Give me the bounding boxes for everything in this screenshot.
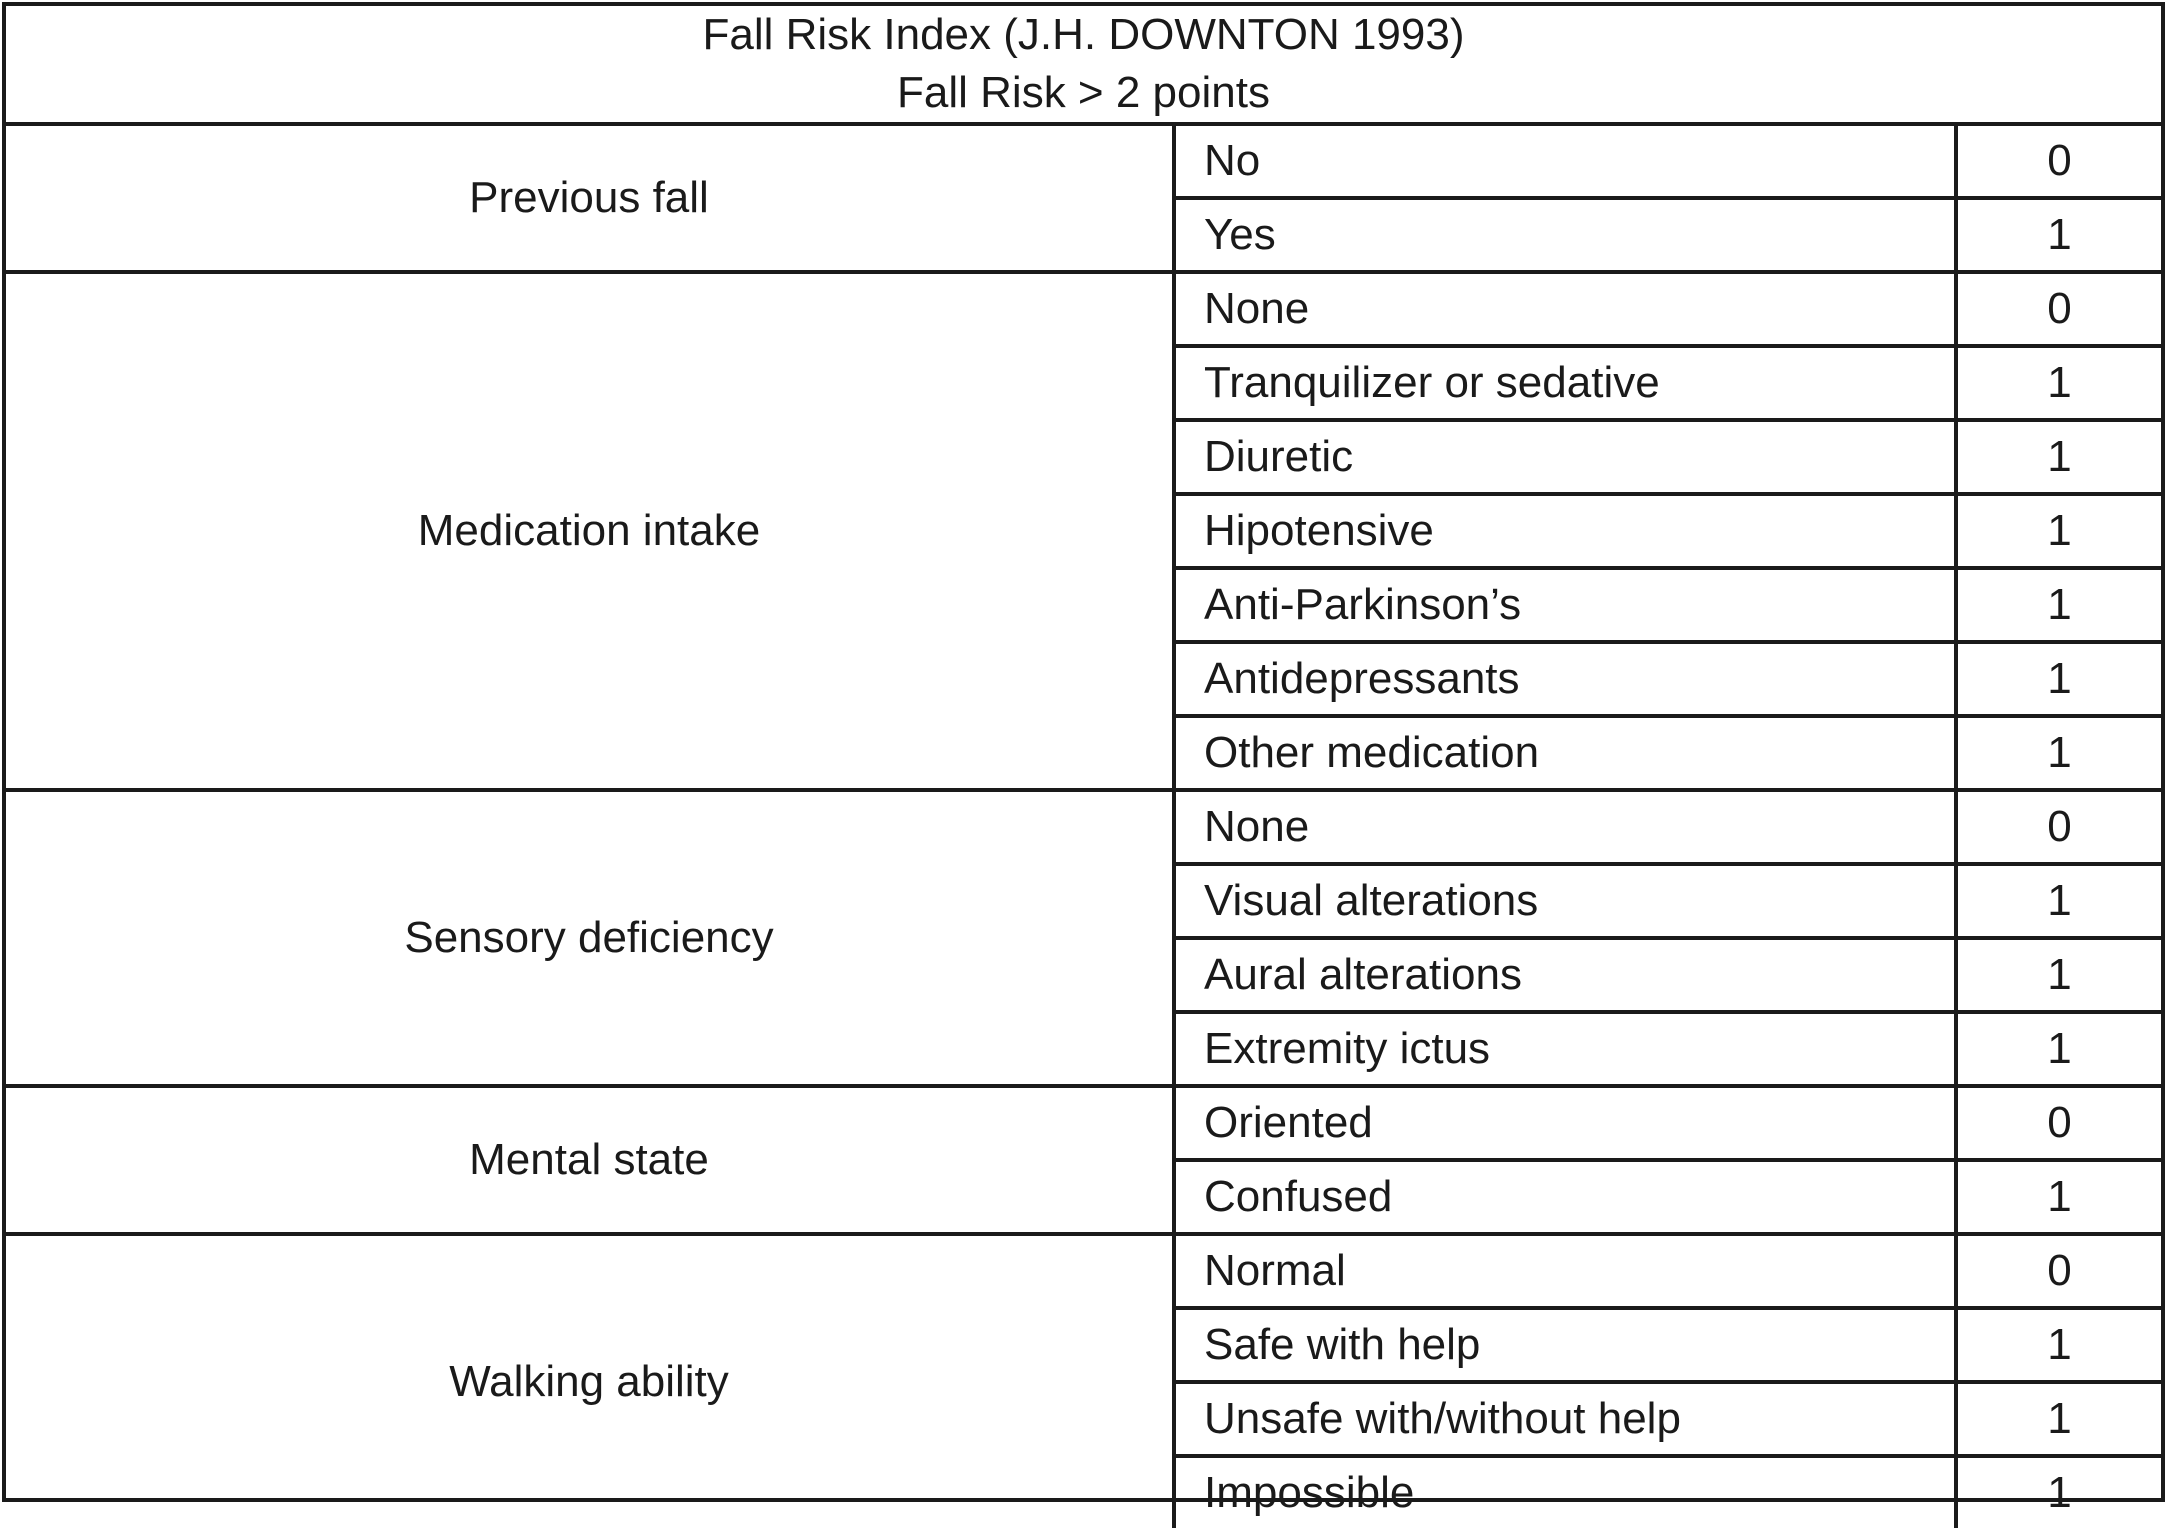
table-row xyxy=(1176,1162,2161,1232)
category-label: Medication intake xyxy=(6,274,1176,788)
option-label: Antidepressants xyxy=(1176,644,1958,714)
category-options xyxy=(1176,126,2161,270)
points-value: 1 xyxy=(2047,1320,2072,1369)
table-row xyxy=(1176,1088,2161,1162)
table-row xyxy=(1176,940,2161,1014)
table-row xyxy=(1176,1310,2161,1384)
points-value: 1 xyxy=(2047,580,2072,629)
points-value: 1 xyxy=(2047,876,2072,925)
option-label: Anti-Parkinson’s xyxy=(1176,570,1958,640)
table-row xyxy=(1176,348,2161,422)
category-label: Previous fall xyxy=(6,126,1176,270)
table-group xyxy=(6,1088,2161,1236)
table-group xyxy=(6,126,2161,274)
table-group xyxy=(6,792,2161,1088)
option-label: Visual alterations xyxy=(1176,866,1958,936)
option-label: Diuretic xyxy=(1176,422,1958,492)
points-value: 1 xyxy=(2047,1468,2072,1517)
option-label: Safe with help xyxy=(1176,1310,1958,1380)
table-row xyxy=(1176,200,2161,270)
option-label: Aural alterations xyxy=(1176,940,1958,1010)
category-label: Mental state xyxy=(6,1088,1176,1232)
category-options xyxy=(1176,1236,2161,1528)
table-row xyxy=(1176,1458,2161,1528)
points-value: 0 xyxy=(2047,284,2072,333)
category-options xyxy=(1176,274,2161,788)
points-value: 1 xyxy=(2047,506,2072,555)
category-options xyxy=(1176,792,2161,1084)
table-row xyxy=(1176,792,2161,866)
points-value: 1 xyxy=(2047,1172,2072,1221)
table-body xyxy=(6,126,2161,1528)
option-label: Impossible xyxy=(1176,1458,1958,1528)
table-subtitle: Fall Risk > 2 points xyxy=(897,68,1270,117)
points-value: 1 xyxy=(2047,358,2072,407)
table-row xyxy=(1176,1384,2161,1458)
table-row xyxy=(1176,570,2161,644)
option-label: None xyxy=(1176,274,1958,344)
points-value: 1 xyxy=(2047,210,2072,259)
table-group xyxy=(6,1236,2161,1528)
table-row xyxy=(1176,274,2161,348)
option-label: Extremity ictus xyxy=(1176,1014,1958,1084)
option-label: Hipotensive xyxy=(1176,496,1958,566)
category-label: Walking ability xyxy=(6,1236,1176,1528)
points-value: 1 xyxy=(2047,432,2072,481)
table-row xyxy=(1176,1236,2161,1310)
table-group xyxy=(6,274,2161,792)
option-label: Unsafe with/without help xyxy=(1176,1384,1958,1454)
table-row xyxy=(1176,1014,2161,1084)
points-value: 1 xyxy=(2047,950,2072,999)
table-row xyxy=(1176,126,2161,200)
option-label: Tranquilizer or sedative xyxy=(1176,348,1958,418)
points-value: 1 xyxy=(2047,654,2072,703)
table-row xyxy=(1176,718,2161,788)
option-label: No xyxy=(1176,126,1958,196)
table-header xyxy=(6,6,2161,126)
table-title: Fall Risk Index (J.H. DOWNTON 1993) xyxy=(702,10,1465,59)
table-row xyxy=(1176,644,2161,718)
table-row xyxy=(1176,496,2161,570)
points-value: 0 xyxy=(2047,802,2072,851)
option-label: Yes xyxy=(1176,200,1958,270)
option-label: None xyxy=(1176,792,1958,862)
points-value: 0 xyxy=(2047,1246,2072,1295)
points-value: 1 xyxy=(2047,728,2072,777)
points-value: 0 xyxy=(2047,136,2072,185)
option-label: Normal xyxy=(1176,1236,1958,1306)
option-label: Confused xyxy=(1176,1162,1958,1232)
category-label: Sensory deficiency xyxy=(6,792,1176,1084)
option-label: Other medication xyxy=(1176,718,1958,788)
points-value: 1 xyxy=(2047,1394,2072,1443)
table-row xyxy=(1176,866,2161,940)
fall-risk-table xyxy=(2,2,2165,1517)
table-row xyxy=(1176,422,2161,496)
category-options xyxy=(1176,1088,2161,1232)
points-value: 0 xyxy=(2047,1098,2072,1147)
option-label: Oriented xyxy=(1176,1088,1958,1158)
points-value: 1 xyxy=(2047,1024,2072,1073)
